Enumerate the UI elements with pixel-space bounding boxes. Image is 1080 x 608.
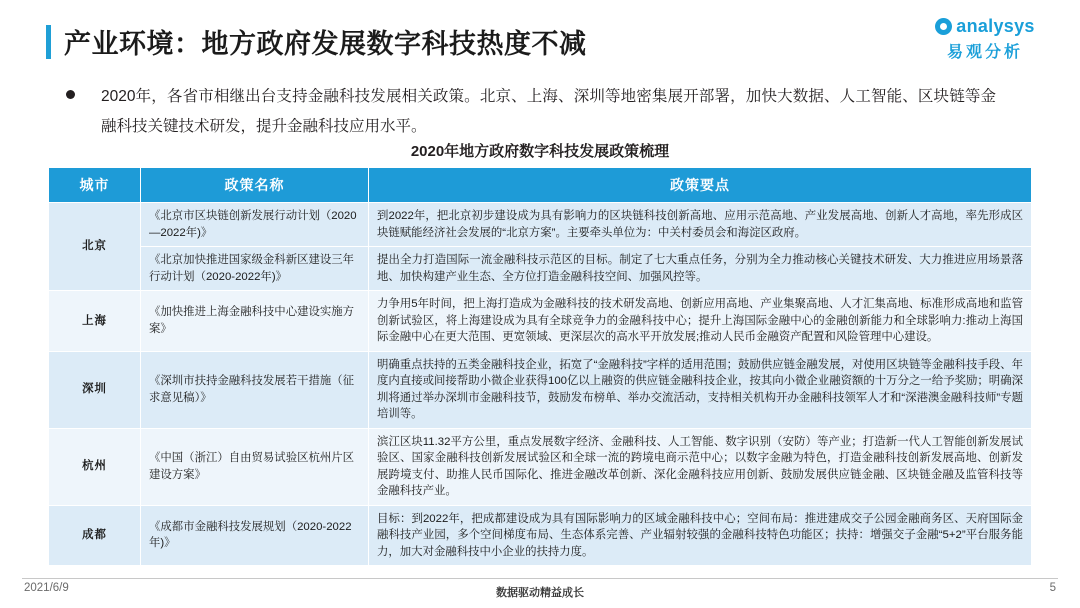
- footer-slogan: 数据驱动精益成长: [496, 587, 584, 599]
- table-row: [49, 291, 1032, 352]
- cell-city: 北京: [49, 203, 141, 291]
- cell-policy-point: 提出全力打造国际一流金融科技示范区的目标。制定了七大重点任务，分别为全力推动核心关键技术研发、大力推进应用场景落地、加快构建产业生态、全方位打造金融科技空间、加强风控等。: [369, 247, 1032, 291]
- table-row: [49, 428, 1032, 505]
- table-row: [49, 505, 1032, 566]
- brand-logo: [920, 16, 1050, 62]
- cell-policy-name: 《中国（浙江）自由贸易试验区杭州片区建设方案》: [141, 428, 369, 505]
- bullet-dot-icon: [66, 90, 75, 99]
- cell-policy-name: 《加快推进上海金融科技中心建设实施方案》: [141, 291, 369, 352]
- cell-policy-point: 力争用5年时间，把上海打造成为金融科技的技术研发高地、创新应用高地、产业集聚高地、人才汇集高地、标准形成高地和监管创新试验区，将上海建设成为具有全球竞争力的金融科技中心；提升上海国际金融中心的金融创新能力和全球影响力:推动上海国际金融中心在更大范围、更宽领域、更深层次的高水平开放发展;推动人民币金融资产配置和风险管理中心建设。: [369, 291, 1032, 352]
- table-header-row: [49, 168, 1032, 203]
- footer-date: 2021/6/9: [24, 582, 69, 594]
- footer-page-number: 5: [1049, 582, 1056, 594]
- cell-policy-name: 《深圳市扶持金融科技发展若干措施（征求意见稿）》: [141, 351, 369, 428]
- policy-table: [48, 167, 1032, 566]
- cell-city: 深圳: [49, 351, 141, 428]
- cell-policy-name: 《北京市区块链创新发展行动计划（2020—2022年)》: [141, 203, 369, 247]
- cell-city: 杭州: [49, 428, 141, 505]
- bullet-paragraph: [66, 82, 996, 142]
- cell-policy-point: 明确重点扶持的五类金融科技企业，拓宽了“金融科技”字样的适用范围；鼓励供应链金融发展，对使用区块链等金融科技手段、年度内直接或间接帮助小微企业获得100亿以上融资的供应链金融科技企业，按其向小微企业融资额的十万分之一给予奖励；明确深圳将通过举办深圳市金融科技节，鼓励发布榜单、举办交流活动，支持相关机构开办金融科技领军人才和“深港澳金融科技师”专题培训等。: [369, 351, 1032, 428]
- title-text: 产业环境：地方政府发展数字科技热度不减: [64, 29, 587, 59]
- cell-policy-point: 目标：到2022年，把成都建设成为具有国际影响力的区域金融科技中心；空间布局：推进建成交子公园金融商务区、天府国际金融科技产业园，多个空间梯度布局、生态体系完善、产业辐射较强的金融科技特色功能区；扶持：增强交子金融“5+2”平台服务能力，加大对金融科技中小企业的扶持力度。: [369, 505, 1032, 566]
- cell-policy-name: 《北京加快推进国家级金科新区建设三年行动计划（2020-2022年)》: [141, 247, 369, 291]
- policy-table-container: [48, 167, 1032, 566]
- table-row: [49, 351, 1032, 428]
- cell-policy-name: 《成都市金融科技发展规划（2020-2022年)》: [141, 505, 369, 566]
- column-header-policy-name: 政策名称: [141, 168, 369, 203]
- bullet-text: 2020年，各省市相继出台支持金融科技发展相关政策。北京、上海、深圳等地密集展开部署，加快大数据、人工智能、区块链等金融科技关键技术研发，提升金融科技应用水平。: [101, 88, 996, 135]
- logo-circle-icon: [935, 18, 952, 35]
- column-header-city: 城市: [49, 168, 141, 203]
- cell-policy-point: 到2022年，把北京初步建设成为具有影响力的区块链科技创新高地、应用示范高地、产业发展高地、创新人才高地，率先形成区块链赋能经济社会发展的“北京方案”。主要牵头单位为：中关村委员会和海淀区政府。: [369, 203, 1032, 247]
- logo-main: [920, 16, 1050, 37]
- cell-policy-point: 滨江区块11.32平方公里，重点发展数字经济、金融科技、人工智能、数字识别（安防）等产业；打造新一代人工智能创新发展试验区、国家金融科技创新发展试验区和全球一流的跨境电商示范中心；以数字金融为特色，打造金融科技创新发展高地、创新发展跨境支付、助推人民币国际化、推进金融改革创新、深化金融科技应用创新、鼓励发展供应链金融、区块链金融及监管科技等金融科技产业。: [369, 428, 1032, 505]
- title-accent-bar: [46, 25, 51, 59]
- table-row: [49, 247, 1032, 291]
- cell-city: 上海: [49, 291, 141, 352]
- table-title: 2020年地方政府数字科技发展政策梳理: [410, 143, 670, 160]
- footer-divider: [22, 578, 1058, 579]
- cell-city: 成都: [49, 505, 141, 566]
- column-header-policy-points: 政策要点: [369, 168, 1032, 203]
- table-row: [49, 203, 1032, 247]
- page-title: [46, 22, 587, 61]
- logo-brand-en: analysys: [956, 16, 1035, 36]
- logo-brand-cn: 易观分析: [946, 44, 1023, 61]
